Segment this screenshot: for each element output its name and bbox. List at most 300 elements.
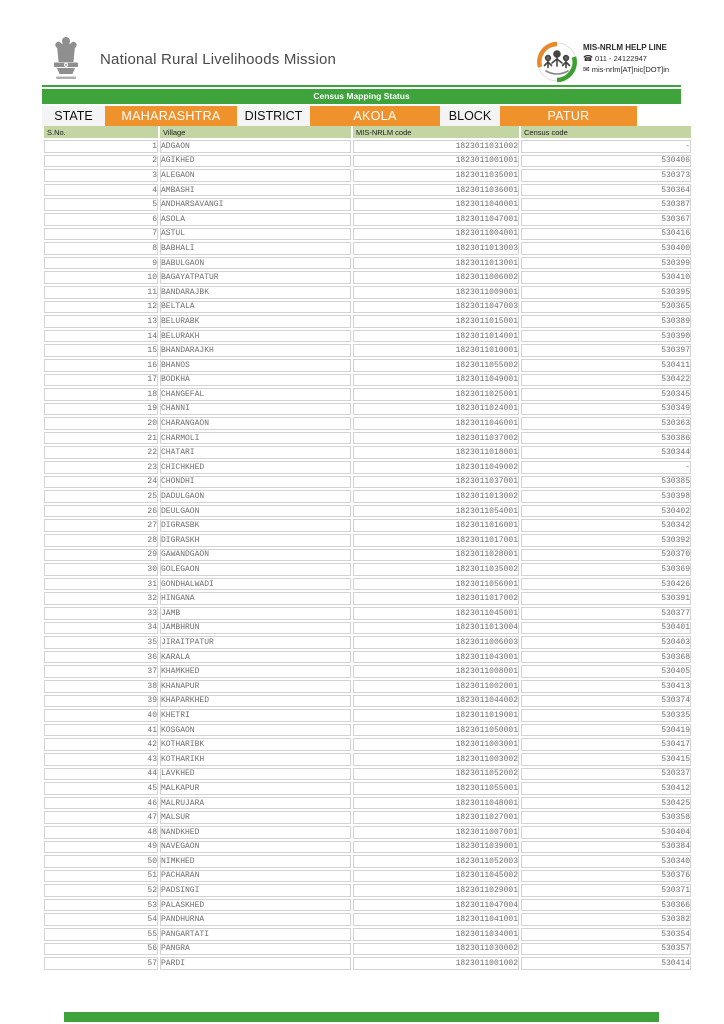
- mis-nrlm-code-cell: 1823011034001: [353, 928, 519, 941]
- census-code-cell: 530386: [521, 432, 691, 445]
- mis-nrlm-code-cell: 1823011004001: [353, 228, 519, 241]
- table-row: [44, 811, 691, 824]
- mis-nrlm-code-cell: 1823011028001: [353, 549, 519, 562]
- mis-nrlm-code-cell: 1823011016001: [353, 519, 519, 532]
- sno-cell: 36: [44, 651, 158, 664]
- sno-cell: 34: [44, 622, 158, 635]
- table-row: [44, 738, 691, 751]
- census-code-cell: 530406: [521, 155, 691, 168]
- census-code-cell: 530371: [521, 884, 691, 897]
- mis-nrlm-code-cell: 1823011047004: [353, 899, 519, 912]
- village-cell: DADULGAON: [160, 490, 351, 503]
- census-code-cell: 530357: [521, 943, 691, 956]
- village-cell: DIGRASBK: [160, 519, 351, 532]
- table-row: [44, 768, 691, 781]
- census-code-cell: 530376: [521, 870, 691, 883]
- table-row: [44, 957, 691, 970]
- mis-nrlm-code-cell: 1823011030002: [353, 943, 519, 956]
- table-row: [44, 198, 691, 211]
- village-cell: KOTHARIKH: [160, 753, 351, 766]
- mis-nrlm-code-cell: 1823011056001: [353, 578, 519, 591]
- mis-nrlm-code-cell: 1823011035001: [353, 169, 519, 182]
- sno-cell: 48: [44, 826, 158, 839]
- sno-cell: 41: [44, 724, 158, 737]
- census-code-cell: 530417: [521, 738, 691, 751]
- mis-nrlm-code-cell: 1823011013004: [353, 622, 519, 635]
- mis-nrlm-code-cell: 1823011039001: [353, 841, 519, 854]
- village-cell: KARALA: [160, 651, 351, 664]
- table-row: [44, 928, 691, 941]
- village-cell: PACHARAN: [160, 870, 351, 883]
- filter-row: [42, 106, 681, 126]
- mis-nrlm-code-cell: 1823011008001: [353, 665, 519, 678]
- village-cell: KOSGAON: [160, 724, 351, 737]
- table-row: [44, 870, 691, 883]
- table-row: [44, 826, 691, 839]
- table-row: [44, 169, 691, 182]
- mis-nrlm-code-cell: 1823011010001: [353, 344, 519, 357]
- table-header-row: [44, 126, 691, 138]
- sno-cell: 28: [44, 534, 158, 547]
- census-code-cell: 530397: [521, 344, 691, 357]
- census-code-cell: 530370: [521, 549, 691, 562]
- village-cell: KOTHARIBK: [160, 738, 351, 751]
- mis-nrlm-logo-icon: [536, 41, 578, 83]
- column-header-mis-nrlm-code-cell: MIS-NRLM code: [353, 126, 519, 138]
- header-divider: [42, 85, 681, 87]
- mis-nrlm-code-cell: 1823011017002: [353, 592, 519, 605]
- state-label: STATE: [42, 106, 105, 126]
- table-row: [44, 505, 691, 518]
- mis-nrlm-code-cell: 1823011027001: [353, 811, 519, 824]
- table-row: [44, 724, 691, 737]
- table-row: [44, 344, 691, 357]
- mis-nrlm-code-cell: 1823011055002: [353, 359, 519, 372]
- census-code-cell: 530422: [521, 374, 691, 387]
- mis-nrlm-code-cell: 1823011047003: [353, 301, 519, 314]
- table-row: [44, 359, 691, 372]
- census-code-cell: 530425: [521, 797, 691, 810]
- table-row: [44, 884, 691, 897]
- census-code-cell: 530419: [521, 724, 691, 737]
- table-row: [44, 943, 691, 956]
- mis-nrlm-code-cell: 1823011050001: [353, 724, 519, 737]
- sno-cell: 25: [44, 490, 158, 503]
- sno-cell: 43: [44, 753, 158, 766]
- sno-cell: 47: [44, 811, 158, 824]
- village-cell: PANDHURNA: [160, 913, 351, 926]
- census-code-cell: 530349: [521, 403, 691, 416]
- census-code-cell: 530374: [521, 695, 691, 708]
- village-cell: BODKHA: [160, 374, 351, 387]
- table-row: [44, 286, 691, 299]
- village-cell: HINGANA: [160, 592, 351, 605]
- census-code-cell: -: [521, 461, 691, 474]
- sno-cell: 38: [44, 680, 158, 693]
- mis-nrlm-code-cell: 1823011003002: [353, 753, 519, 766]
- census-code-cell: 530363: [521, 417, 691, 430]
- table-row: [44, 753, 691, 766]
- sno-cell: 40: [44, 709, 158, 722]
- village-cell: KHAMKHED: [160, 665, 351, 678]
- table-row: [44, 636, 691, 649]
- table-row: [44, 913, 691, 926]
- village-cell: MALRUJARA: [160, 797, 351, 810]
- sno-cell: 35: [44, 636, 158, 649]
- village-cell: ALEGAON: [160, 169, 351, 182]
- sno-cell: 27: [44, 519, 158, 532]
- phone-icon: ☎: [583, 54, 593, 63]
- village-cell: JAMBHRUN: [160, 622, 351, 635]
- village-cell: BHANOS: [160, 359, 351, 372]
- sno-cell: 5: [44, 198, 158, 211]
- sno-cell: 8: [44, 242, 158, 255]
- village-cell: BAGAYATPATUR: [160, 271, 351, 284]
- village-cell: PARDI: [160, 957, 351, 970]
- mis-nrlm-code-cell: 1823011047001: [353, 213, 519, 226]
- village-cell: GOLEGAON: [160, 563, 351, 576]
- mis-nrlm-code-cell: 1823011045002: [353, 870, 519, 883]
- sno-cell: 54: [44, 913, 158, 926]
- mis-nrlm-code-cell: 1823011052002: [353, 768, 519, 781]
- mis-nrlm-code-cell: 1823011055001: [353, 782, 519, 795]
- village-cell: AGIKHED: [160, 155, 351, 168]
- mis-nrlm-code-cell: 1823011003001: [353, 738, 519, 751]
- sno-cell: 13: [44, 315, 158, 328]
- census-code-cell: 530340: [521, 855, 691, 868]
- sno-cell: 32: [44, 592, 158, 605]
- census-code-cell: 530405: [521, 665, 691, 678]
- table-row: [44, 374, 691, 387]
- sno-cell: 20: [44, 417, 158, 430]
- census-code-cell: -: [521, 140, 691, 153]
- table-row: [44, 782, 691, 795]
- table-row: [44, 651, 691, 664]
- table-row: [44, 841, 691, 854]
- mis-nrlm-code-cell: 1823011048001: [353, 797, 519, 810]
- census-code-cell: 530366: [521, 899, 691, 912]
- table-row: [44, 301, 691, 314]
- village-cell: BHANDARAJKH: [160, 344, 351, 357]
- census-code-cell: 530354: [521, 928, 691, 941]
- village-cell: DIGRASKH: [160, 534, 351, 547]
- sno-cell: 44: [44, 768, 158, 781]
- sno-cell: 12: [44, 301, 158, 314]
- table-row: [44, 257, 691, 270]
- village-cell: PALASKHED: [160, 899, 351, 912]
- sno-cell: 11: [44, 286, 158, 299]
- helpline-title: MIS-NRLM HELP LINE: [583, 43, 667, 52]
- census-code-cell: 530390: [521, 330, 691, 343]
- village-cell: NIMKHED: [160, 855, 351, 868]
- sno-cell: 21: [44, 432, 158, 445]
- mis-nrlm-code-cell: 1823011046001: [353, 417, 519, 430]
- census-code-cell: 530402: [521, 505, 691, 518]
- table-row: [44, 213, 691, 226]
- table-row: [44, 709, 691, 722]
- mis-nrlm-code-cell: 1823011040001: [353, 198, 519, 211]
- census-code-cell: 530335: [521, 709, 691, 722]
- sno-cell: 52: [44, 884, 158, 897]
- mis-nrlm-code-cell: 1823011015001: [353, 315, 519, 328]
- mis-nrlm-code-cell: 1823011035002: [353, 563, 519, 576]
- sno-cell: 9: [44, 257, 158, 270]
- sno-cell: 19: [44, 403, 158, 416]
- helpline-phone-line: [583, 53, 669, 64]
- table-row: [44, 388, 691, 401]
- district-label: DISTRICT: [237, 106, 310, 126]
- sno-cell: 50: [44, 855, 158, 868]
- helpline-email-line: [583, 64, 669, 75]
- sno-cell: 3: [44, 169, 158, 182]
- census-code-cell: 530411: [521, 359, 691, 372]
- census-code-cell: 530404: [521, 826, 691, 839]
- census-code-cell: 530413: [521, 680, 691, 693]
- mis-nrlm-code-cell: 1823011045001: [353, 607, 519, 620]
- sno-cell: 2: [44, 155, 158, 168]
- table-row: [44, 578, 691, 591]
- census-code-cell: 530415: [521, 753, 691, 766]
- census-code-cell: 530391: [521, 592, 691, 605]
- column-header-village-cell: Village: [160, 126, 351, 138]
- sno-cell: 17: [44, 374, 158, 387]
- sno-cell: 30: [44, 563, 158, 576]
- helpline-email: mis-nrlm[AT]nic[DOT]in: [591, 65, 670, 74]
- census-code-cell: 530382: [521, 913, 691, 926]
- table-row: [44, 242, 691, 255]
- district-value[interactable]: AKOLA: [310, 106, 440, 126]
- village-cell: GONDHALWADI: [160, 578, 351, 591]
- sno-cell: 42: [44, 738, 158, 751]
- village-cell: CHATARI: [160, 446, 351, 459]
- column-header-sno-cell: S.No.: [44, 126, 158, 138]
- table-row: [44, 592, 691, 605]
- block-value[interactable]: PATUR: [500, 106, 637, 126]
- sno-cell: 45: [44, 782, 158, 795]
- mis-nrlm-code-cell: 1823011031002: [353, 140, 519, 153]
- mis-nrlm-code-cell: 1823011013001: [353, 257, 519, 270]
- census-code-cell: 530385: [521, 476, 691, 489]
- table-row: [44, 665, 691, 678]
- helpline-text: [583, 42, 669, 75]
- census-table: [42, 124, 693, 972]
- table-row: [44, 446, 691, 459]
- mis-nrlm-code-cell: 1823011052003: [353, 855, 519, 868]
- census-code-cell: 530398: [521, 490, 691, 503]
- census-code-cell: 530392: [521, 534, 691, 547]
- mis-nrlm-code-cell: 1823011017001: [353, 534, 519, 547]
- census-code-cell: 530399: [521, 257, 691, 270]
- sno-cell: 55: [44, 928, 158, 941]
- sno-cell: 49: [44, 841, 158, 854]
- mis-nrlm-code-cell: 1823011049002: [353, 461, 519, 474]
- village-cell: BANDARAJBK: [160, 286, 351, 299]
- village-cell: PADSINGI: [160, 884, 351, 897]
- mis-nrlm-code-cell: 1823011037001: [353, 476, 519, 489]
- table-row: [44, 622, 691, 635]
- village-cell: KHANAPUR: [160, 680, 351, 693]
- village-cell: PANGRA: [160, 943, 351, 956]
- mis-nrlm-code-cell: 1823011024001: [353, 403, 519, 416]
- village-cell: ASOLA: [160, 213, 351, 226]
- sno-cell: 39: [44, 695, 158, 708]
- mis-nrlm-code-cell: 1823011029001: [353, 884, 519, 897]
- census-code-cell: 530344: [521, 446, 691, 459]
- census-code-cell: 530410: [521, 271, 691, 284]
- census-code-cell: 530368: [521, 651, 691, 664]
- block-label: BLOCK: [440, 106, 500, 126]
- village-cell: MALSUR: [160, 811, 351, 824]
- table-row: [44, 476, 691, 489]
- village-cell: LAVKHED: [160, 768, 351, 781]
- village-cell: BABULGAON: [160, 257, 351, 270]
- village-cell: BELURAKH: [160, 330, 351, 343]
- village-cell: JAMB: [160, 607, 351, 620]
- sno-cell: 14: [44, 330, 158, 343]
- page-title: National Rural Livelihoods Mission: [100, 51, 337, 68]
- mis-nrlm-code-cell: 1823011013003: [353, 242, 519, 255]
- sno-cell: 53: [44, 899, 158, 912]
- village-cell: BELURABK: [160, 315, 351, 328]
- census-code-cell: 530373: [521, 169, 691, 182]
- table-row: [44, 330, 691, 343]
- village-cell: PANGARTATI: [160, 928, 351, 941]
- table-row: [44, 432, 691, 445]
- census-code-cell: 530389: [521, 315, 691, 328]
- sno-cell: 4: [44, 184, 158, 197]
- sno-cell: 29: [44, 549, 158, 562]
- sno-cell: 10: [44, 271, 158, 284]
- census-code-cell: 530395: [521, 286, 691, 299]
- footer-bar: [64, 1012, 659, 1022]
- census-code-cell: 530401: [521, 622, 691, 635]
- census-code-cell: 530377: [521, 607, 691, 620]
- sno-cell: 57: [44, 957, 158, 970]
- table-row: [44, 549, 691, 562]
- sno-cell: 23: [44, 461, 158, 474]
- table-row: [44, 184, 691, 197]
- mis-nrlm-code-cell: 1823011006002: [353, 271, 519, 284]
- village-cell: ASTUL: [160, 228, 351, 241]
- mis-nrlm-code-cell: 1823011041001: [353, 913, 519, 926]
- mis-nrlm-code-cell: 1823011019001: [353, 709, 519, 722]
- village-cell: AMBASHI: [160, 184, 351, 197]
- village-cell: JIRAITPATUR: [160, 636, 351, 649]
- table-row: [44, 155, 691, 168]
- sno-cell: 15: [44, 344, 158, 357]
- mis-nrlm-code-cell: 1823011013002: [353, 490, 519, 503]
- census-code-cell: 530400: [521, 242, 691, 255]
- village-cell: ADGAON: [160, 140, 351, 153]
- village-cell: ANDHARSAVANGI: [160, 198, 351, 211]
- report-banner: Census Mapping Status: [42, 89, 681, 104]
- village-cell: NANDKHED: [160, 826, 351, 839]
- sno-cell: 22: [44, 446, 158, 459]
- census-code-cell: 530358: [521, 811, 691, 824]
- sno-cell: 26: [44, 505, 158, 518]
- table-row: [44, 563, 691, 576]
- village-cell: NAVEGAON: [160, 841, 351, 854]
- mis-nrlm-code-cell: 1823011009001: [353, 286, 519, 299]
- column-header-census-code-cell: Census code: [521, 126, 691, 138]
- sno-cell: 6: [44, 213, 158, 226]
- mis-nrlm-code-cell: 1823011049001: [353, 374, 519, 387]
- table-row: [44, 315, 691, 328]
- table-row: [44, 695, 691, 708]
- sno-cell: 18: [44, 388, 158, 401]
- table-row: [44, 534, 691, 547]
- village-cell: CHONDHI: [160, 476, 351, 489]
- table-row: [44, 403, 691, 416]
- census-code-cell: 530364: [521, 184, 691, 197]
- mis-nrlm-code-cell: 1823011044002: [353, 695, 519, 708]
- helpline-phone: 011 - 24122947: [594, 54, 647, 63]
- census-code-cell: 530403: [521, 636, 691, 649]
- census-code-cell: 530387: [521, 198, 691, 211]
- village-cell: CHANNI: [160, 403, 351, 416]
- census-code-cell: 530416: [521, 228, 691, 241]
- helpline-block: [536, 40, 716, 84]
- email-icon: ✉: [583, 65, 590, 74]
- census-code-cell: 530365: [521, 301, 691, 314]
- mis-nrlm-code-cell: 1823011001001: [353, 155, 519, 168]
- mis-nrlm-code-cell: 1823011001002: [353, 957, 519, 970]
- village-cell: CHARANGAON: [160, 417, 351, 430]
- sno-cell: 1: [44, 140, 158, 153]
- table-row: [44, 680, 691, 693]
- mis-nrlm-code-cell: 1823011014001: [353, 330, 519, 343]
- table-row: [44, 855, 691, 868]
- mis-nrlm-code-cell: 1823011002001: [353, 680, 519, 693]
- mis-nrlm-code-cell: 1823011036001: [353, 184, 519, 197]
- sno-cell: 51: [44, 870, 158, 883]
- mis-nrlm-code-cell: 1823011018001: [353, 446, 519, 459]
- sno-cell: 24: [44, 476, 158, 489]
- sno-cell: 33: [44, 607, 158, 620]
- table-row: [44, 899, 691, 912]
- mis-nrlm-code-cell: 1823011006003: [353, 636, 519, 649]
- sno-cell: 7: [44, 228, 158, 241]
- mis-nrlm-code-cell: 1823011037002: [353, 432, 519, 445]
- village-cell: KHETRI: [160, 709, 351, 722]
- india-emblem-icon: [50, 34, 82, 82]
- census-code-cell: 530369: [521, 563, 691, 576]
- sno-cell: 31: [44, 578, 158, 591]
- census-code-cell: 530384: [521, 841, 691, 854]
- table-row: [44, 519, 691, 532]
- village-cell: CHARMOLI: [160, 432, 351, 445]
- table-row: [44, 417, 691, 430]
- village-cell: KHAPARKHED: [160, 695, 351, 708]
- census-code-cell: 530367: [521, 213, 691, 226]
- sno-cell: 16: [44, 359, 158, 372]
- mis-nrlm-code-cell: 1823011043001: [353, 651, 519, 664]
- sno-cell: 37: [44, 665, 158, 678]
- table-row: [44, 490, 691, 503]
- table-row: [44, 461, 691, 474]
- census-code-cell: 530414: [521, 957, 691, 970]
- mis-nrlm-code-cell: 1823011025001: [353, 388, 519, 401]
- census-code-cell: 530412: [521, 782, 691, 795]
- mis-nrlm-code-cell: 1823011054001: [353, 505, 519, 518]
- state-value[interactable]: MAHARASHTRA: [105, 106, 237, 126]
- table-row: [44, 140, 691, 153]
- mis-nrlm-code-cell: 1823011007001: [353, 826, 519, 839]
- top-header: [0, 0, 724, 85]
- table-row: [44, 228, 691, 241]
- village-cell: GAWANDGAON: [160, 549, 351, 562]
- village-cell: CHANGEFAL: [160, 388, 351, 401]
